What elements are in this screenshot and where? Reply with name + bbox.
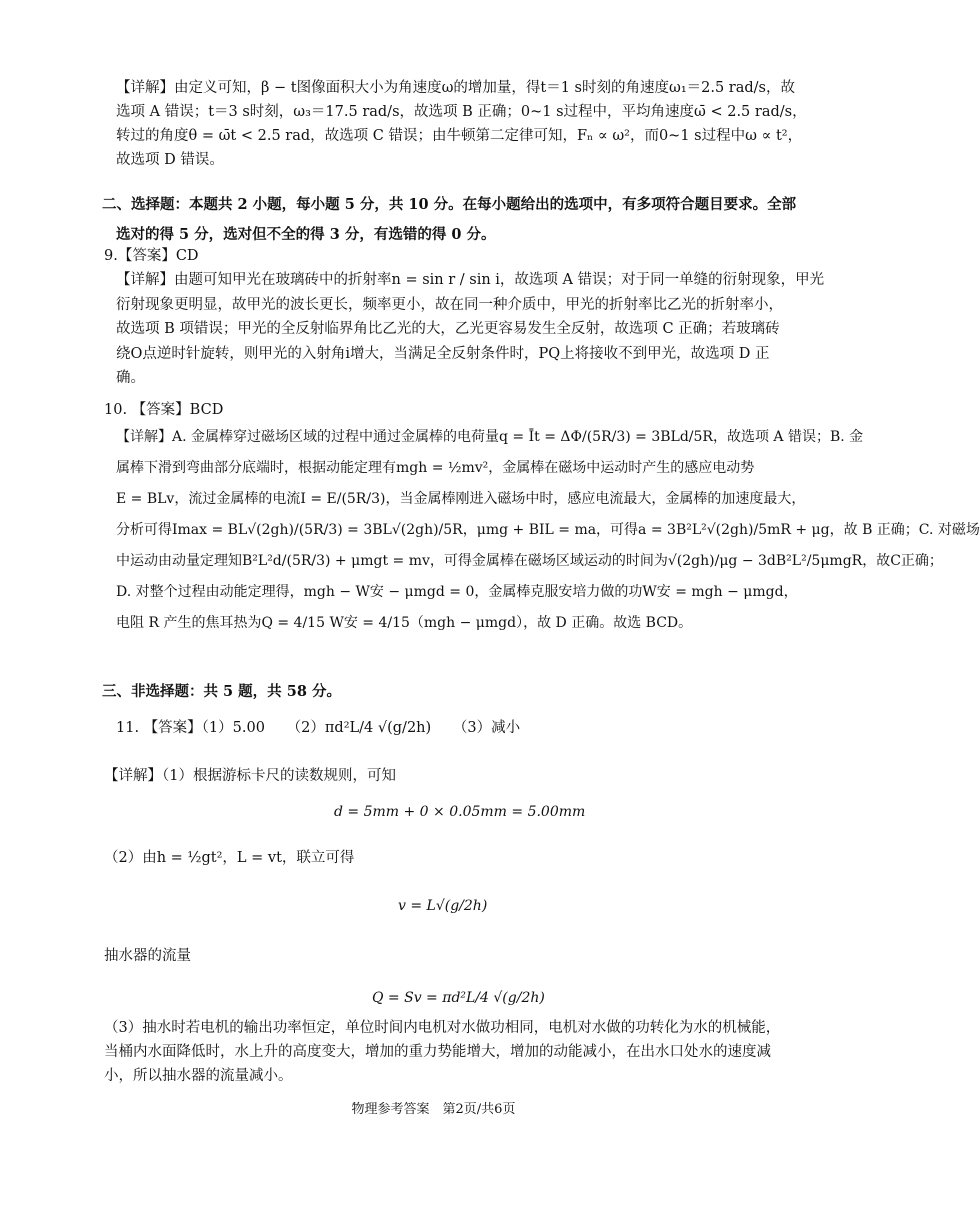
section2-heading	[102, 190, 797, 250]
q8-line-1: 【详解】由定义可知，β − t图像面积大小为角速度ω的增加量，得t＝1 s时刻的角速度ω₁＝2.5 rad/s，故	[116, 80, 795, 96]
q10-line-1: 【详解】A. 金属棒穿过磁场区域的过程中通过金属棒的电荷量q = Īt = ΔΦ/(5R/3) = 3BLd/5R，故选项 A 错误；B. 金	[116, 429, 864, 445]
q11-detail-2	[104, 846, 764, 870]
q11-detail-2-line: （2）由h = ½gt²，L = vt，联立可得	[104, 850, 355, 866]
q10-line-2: 属棒下滑到弯曲部分底端时，根据动能定理有mgh = ½mv²，金属棒在磁场中运动时产生的感应电动势	[116, 460, 755, 476]
q10-line-3: E = BLv，流过金属棒的电流I = E/(5R/3)，当金属棒刚进入磁场中时，感应电流最大，金属棒的加速度最大，	[116, 491, 806, 507]
q10-answer: 10. 【答案】BCD	[104, 402, 224, 418]
q10-line-7: 电阻 R 产生的焦耳热为Q = 4/15 W安 = 4/15（mgh − μmgd），故 D 正确。故选 BCD。	[116, 615, 693, 631]
q11-answer	[116, 716, 776, 740]
equation-q: Q = Sv = πd²L/4 √(g/2h)	[372, 990, 545, 1006]
equation-d: d = 5mm + 0 × 0.05mm = 5.00mm	[334, 804, 586, 820]
q11-detail-4-line-2: 当桶内水面降低时，水上升的高度变大，增加的重力势能增大，增加的动能减小，在出水口处水的速度减	[104, 1044, 771, 1060]
q8-line-2: 选项 A 错误；t＝3 s时刻，ω₃＝17.5 rad/s，故选项 B 正确；0~1 s过程中，平均角速度ω̄ < 2.5 rad/s，	[116, 104, 807, 120]
section2-line-1: 二、选择题：本题共 2 小题，每小题 5 分，共 10 分。在每小题给出的选项中，有多项符合题目要求。全部	[102, 196, 797, 213]
q10-block	[104, 398, 764, 422]
section3-line: 三、非选择题：共 5 题，共 58 分。	[102, 683, 341, 700]
q10-line-6: D. 对整个过程由动能定理得，mgh − W安 − μmgd = 0，金属棒克服安培力做的功W安 = mgh − μmgd，	[116, 584, 798, 600]
q9-line-1: 【详解】由题可知甲光在玻璃砖中的折射率n = sin r / sin i，故选项 A 错误；对于同一单缝的衍射现象，甲光	[116, 272, 825, 288]
q11-detail-1-line: 【详解】（1）根据游标卡尺的读数规则，可知	[104, 768, 396, 784]
q8-line-3: 转过的角度θ = ω̄t < 2.5 rad，故选项 C 错误；由牛顿第二定律可知，Fₙ ∝ ω²，而0~1 s过程中ω ∝ t²，	[116, 128, 803, 144]
q8-detail	[116, 76, 807, 172]
q11-detail-4-line-3: 小，所以抽水器的流量减小。	[104, 1068, 293, 1084]
q11-answer-line: 11. 【答案】（1）5.00 （2）πd²L/4 √(g/2h) （3）减小	[116, 720, 521, 736]
q10-line-4: 分析可得Imax = BL√(2gh)/(5R/3) = 3BL√(2gh)/5R，μmg + BIL = ma，可得a = 3B²L²√(2gh)/5mR + μg，故 B 正确；C. 对磁场	[116, 522, 980, 538]
q11-detail-3-line: 抽水器的流量	[104, 948, 191, 964]
q9-line-2: 衍射现象更明显，故甲光的波长更长，频率更小，故在同一种介质中，甲光的折射率比乙光的折射率小，	[116, 296, 783, 313]
q10-detail	[116, 422, 980, 639]
equation-v: v = L√(g/2h)	[398, 898, 488, 914]
section2-line-2: 选对的得 5 分，选对但不全的得 3 分，有选错的得 0 分。	[116, 226, 496, 243]
q11-detail-4-line-1: （3）抽水时若电机的输出功率恒定，单位时间内电机对水做功相同，电机对水做的功转化为水的机械能，	[104, 1020, 781, 1036]
q9-line-3: 故选项 B 项错误；甲光的全反射临界角比乙光的大，乙光更容易发生全反射，故选项 C 正确；若玻璃砖	[116, 321, 780, 337]
q9-line-5: 确。	[116, 370, 145, 386]
q8-line-4: 故选项 D 错误。	[116, 152, 224, 168]
q9-detail	[116, 268, 825, 391]
q10-line-5: 中运动由动量定理知B²L²d/(5R/3) + μmgt = mv，可得金属棒在磁场区域运动的时间为√(2gh)/μg − 3dB²L²/5μmgR，故C正确；	[116, 553, 943, 569]
q9-answer: 9.【答案】CD	[104, 248, 199, 264]
page-footer: 物理参考答案 第2页/共6页	[351, 1102, 516, 1117]
q11-detail-4	[104, 1016, 784, 1088]
q11-detail-3	[104, 944, 764, 968]
q11-detail-1	[104, 764, 764, 788]
q9-block	[104, 244, 764, 268]
q9-line-4: 绕O点逆时针旋转，则甲光的入射角i增大，当满足全反射条件时，PQ上将接收不到甲光，故选项 D 正	[116, 345, 770, 362]
section3-heading	[102, 680, 762, 704]
